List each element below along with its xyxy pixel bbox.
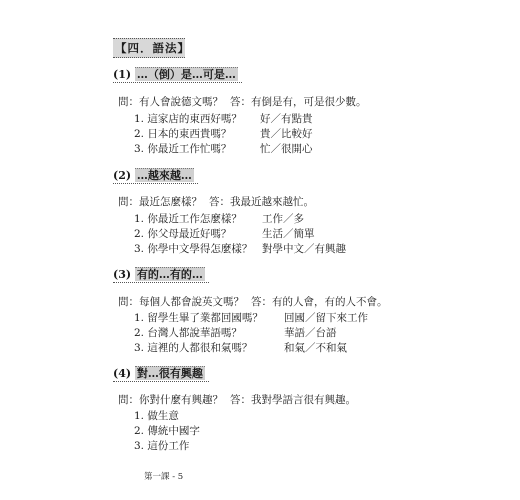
example-answer: 答：我對學語言很有興趣。 — [230, 394, 356, 406]
practice-item — [134, 311, 368, 325]
practice-question: 2. 台灣人都說華語嗎？ — [134, 327, 242, 339]
practice-question: 1. 留學生畢了業都回國嗎？ — [134, 312, 263, 324]
pattern-text: …（倒）是…可是… — [136, 68, 236, 81]
page-footer: 第一課 - 5 — [144, 472, 184, 482]
practice-question: 2. 你父母最近好嗎？ — [134, 228, 232, 240]
example-qa-4 — [118, 393, 356, 407]
pattern-number: (4) — [113, 367, 132, 380]
practice-cue: 生活／簡單 — [262, 228, 315, 240]
practice-question: 3. 你學中文學得怎麼樣？ — [134, 243, 253, 255]
example-question: 問：你對什麼有興趣？ — [118, 394, 223, 406]
practice-cue: 忙／很開心 — [260, 143, 313, 155]
example-qa-1 — [118, 95, 367, 109]
example-answer: 答：有倒是有，可是很少數。 — [230, 96, 367, 108]
pattern-number: (3) — [113, 268, 132, 281]
pattern-heading-4 — [113, 366, 209, 382]
practice-question: 2. 日本的東西貴嗎？ — [134, 128, 232, 140]
practice-cue: 貴／比較好 — [260, 128, 313, 140]
pattern-number: (1) — [113, 68, 132, 81]
pattern-heading-3 — [113, 267, 209, 283]
practice-item — [134, 424, 200, 438]
practice-question: 1. 做生意 — [134, 410, 179, 422]
practice-item — [134, 242, 346, 256]
example-qa-2 — [118, 195, 314, 209]
example-question: 問：每個人都會說英文嗎？ — [118, 296, 244, 308]
practice-item — [134, 142, 313, 156]
pattern-number: (2) — [113, 169, 132, 182]
practice-item — [134, 212, 304, 226]
pattern-text: 對…很有興趣 — [136, 367, 203, 380]
pattern-text: 有的…有的… — [136, 268, 203, 281]
practice-question: 1. 這家店的東西好嗎？ — [134, 113, 242, 125]
practice-item — [134, 341, 347, 355]
pattern-heading-2 — [113, 168, 198, 184]
practice-item — [134, 439, 189, 453]
practice-cue: 華語／台語 — [284, 327, 337, 339]
practice-cue: 工作／多 — [262, 213, 304, 225]
practice-question: 1. 你最近工作怎麼樣？ — [134, 213, 242, 225]
practice-item — [134, 409, 179, 423]
practice-question: 3. 你最近工作忙嗎？ — [134, 143, 232, 155]
practice-item — [134, 112, 313, 126]
practice-cue: 和氣／不和氣 — [284, 342, 347, 354]
practice-item — [134, 227, 315, 241]
practice-item — [134, 127, 313, 141]
practice-question: 3. 這份工作 — [134, 440, 190, 452]
example-question: 問：有人會說德文嗎？ — [118, 96, 223, 108]
example-qa-3 — [118, 295, 388, 309]
pattern-heading-1 — [113, 67, 242, 83]
example-answer: 答：我最近越來越忙。 — [209, 196, 314, 208]
pattern-text: …越來越… — [136, 169, 192, 182]
practice-question: 3. 這裡的人都很和氣嗎？ — [134, 342, 253, 354]
section-title: 【四．語法】 — [113, 38, 185, 58]
practice-item — [134, 326, 337, 340]
example-answer: 答：有的人會，有的人不會。 — [251, 296, 388, 308]
practice-question: 2. 傳統中國字 — [134, 425, 200, 437]
practice-cue: 對學中文／有興趣 — [262, 243, 346, 255]
practice-cue: 好／有點貴 — [260, 113, 313, 125]
example-question: 問：最近怎麼樣？ — [118, 196, 202, 208]
practice-cue: 回國／留下來工作 — [284, 312, 368, 324]
